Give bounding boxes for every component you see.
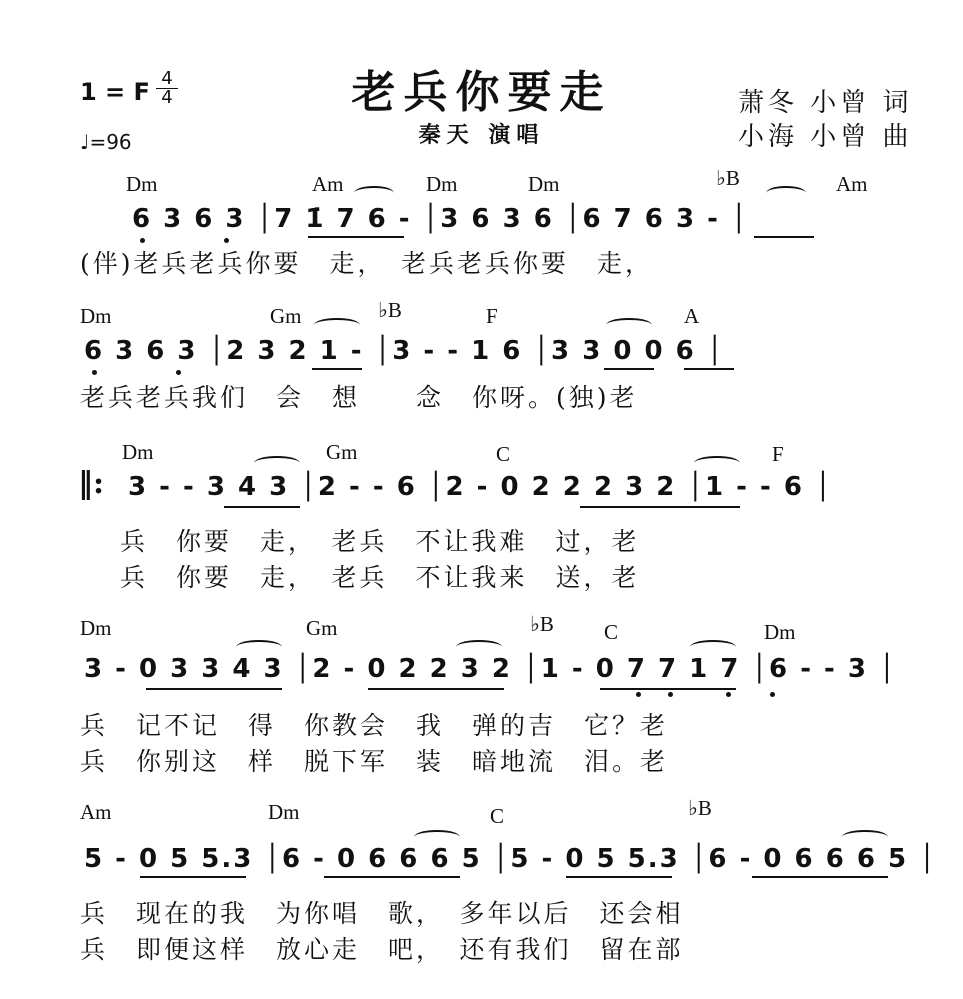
underline bbox=[308, 236, 404, 238]
lyrics-row: 兵 你要 走， 老兵 不让我来 送，老 bbox=[120, 563, 640, 592]
tempo-value: =96 bbox=[89, 130, 132, 154]
time-bottom: 4 bbox=[156, 88, 178, 107]
chord: Am bbox=[80, 800, 112, 824]
low-dot bbox=[140, 238, 145, 243]
underline bbox=[604, 368, 654, 370]
underline bbox=[752, 876, 888, 878]
slur bbox=[414, 830, 460, 844]
chord: Dm bbox=[764, 620, 796, 644]
lyrics-row: 兵 即便这样 放心走 吧， 还有我们 留在部 bbox=[80, 935, 684, 964]
low-dot bbox=[726, 692, 731, 697]
low-dot bbox=[224, 238, 229, 243]
low-dot bbox=[668, 692, 673, 697]
low-dot bbox=[92, 370, 97, 375]
chord: F bbox=[486, 304, 498, 328]
chord: Am bbox=[312, 172, 344, 196]
underline bbox=[580, 506, 740, 508]
notes-row: 5 - 0 5 5.3 │6 - 0 6 6 6 5 │5 - 0 5 5.3 │6 - 0 6 6 6 5 │ bbox=[84, 844, 937, 874]
chord: Dm bbox=[126, 172, 158, 196]
chord: C bbox=[604, 620, 619, 644]
chord: ♭B bbox=[716, 166, 740, 190]
lyrics-row: 兵 你要 走， 老兵 不让我难 过，老 bbox=[120, 527, 640, 556]
chord: Gm bbox=[326, 440, 358, 464]
lyricist-credit: 萧冬 小曾 词 bbox=[738, 88, 913, 118]
chord: Gm bbox=[270, 304, 302, 328]
underline bbox=[146, 688, 282, 690]
underline bbox=[754, 236, 814, 238]
slur bbox=[456, 640, 502, 654]
low-dot bbox=[176, 370, 181, 375]
chord: Am bbox=[836, 172, 868, 196]
chord: C bbox=[490, 804, 505, 828]
slur bbox=[690, 640, 736, 654]
underline bbox=[324, 876, 460, 878]
repeat-start-icon: ‖: bbox=[78, 466, 105, 501]
chord: C bbox=[496, 442, 511, 466]
lyrics-row: 兵 现在的我 为你唱 歌， 多年以后 还会相 bbox=[80, 899, 684, 928]
song-title: 老兵你要走 bbox=[351, 67, 612, 118]
chord: Dm bbox=[80, 304, 112, 328]
notes-row: 3 - - 3 4 3 │2 - - 6 │2 - 0 2 2 2 3 2 │1 - - 6 │ bbox=[128, 472, 833, 502]
chord: Dm bbox=[80, 616, 112, 640]
slur bbox=[842, 830, 888, 844]
low-dot bbox=[770, 692, 775, 697]
lyrics-row: 老兵老兵我们 会 想 念 你呀。(独)老 bbox=[80, 383, 638, 412]
slur bbox=[236, 640, 282, 654]
singer: 秦天 演唱 bbox=[418, 122, 545, 148]
slur bbox=[354, 186, 394, 200]
underline bbox=[600, 688, 736, 690]
chord: Dm bbox=[426, 172, 458, 196]
notes-row: 3 - 0 3 3 4 3 │2 - 0 2 2 3 2 │1 - 0 7 7 1 7 │6 - - 3 │ bbox=[84, 654, 897, 684]
low-dot bbox=[636, 692, 641, 697]
chord: Dm bbox=[528, 172, 560, 196]
key-signature: 1 = F bbox=[80, 78, 150, 106]
chord: Gm bbox=[306, 616, 338, 640]
time-signature bbox=[156, 70, 178, 107]
lyrics-row: 兵 你别这 样 脱下军 装 暗地流 泪。老 bbox=[80, 747, 669, 776]
chord: Dm bbox=[122, 440, 154, 464]
underline bbox=[312, 368, 362, 370]
underline bbox=[566, 876, 672, 878]
chord: ♭B bbox=[688, 796, 712, 820]
chord: F bbox=[772, 442, 784, 466]
underline bbox=[368, 688, 504, 690]
slur bbox=[766, 186, 806, 200]
quarter-note-icon: ♩ bbox=[80, 130, 90, 154]
underline bbox=[684, 368, 734, 370]
time-top: 4 bbox=[161, 68, 173, 89]
underline bbox=[224, 506, 300, 508]
chord: A bbox=[684, 304, 700, 328]
slur bbox=[606, 318, 652, 332]
tempo-mark bbox=[80, 130, 132, 154]
lyrics-row: 兵 记不记 得 你教会 我 弹的吉 它？老 bbox=[80, 711, 669, 740]
lyrics-row: (伴)老兵老兵你要 走， 老兵老兵你要 走， bbox=[80, 249, 654, 278]
composer-credit: 小海 小曾 曲 bbox=[738, 122, 913, 152]
chord: ♭B bbox=[378, 298, 402, 322]
notes-row: 6 3 6 3 │2 3 2 1 - │3 - - 1 6 │3 3 0 0 6 │ bbox=[84, 336, 725, 366]
chord: Dm bbox=[268, 800, 300, 824]
chord: ♭B bbox=[530, 612, 554, 636]
underline bbox=[140, 876, 246, 878]
slur bbox=[314, 318, 360, 332]
slur bbox=[694, 456, 740, 470]
notes-row: 6 3 6 3 │7 1̇ 7 6 - │3 6 3 6 │6 7 6 3 - │ bbox=[132, 204, 749, 234]
slur bbox=[254, 456, 300, 470]
